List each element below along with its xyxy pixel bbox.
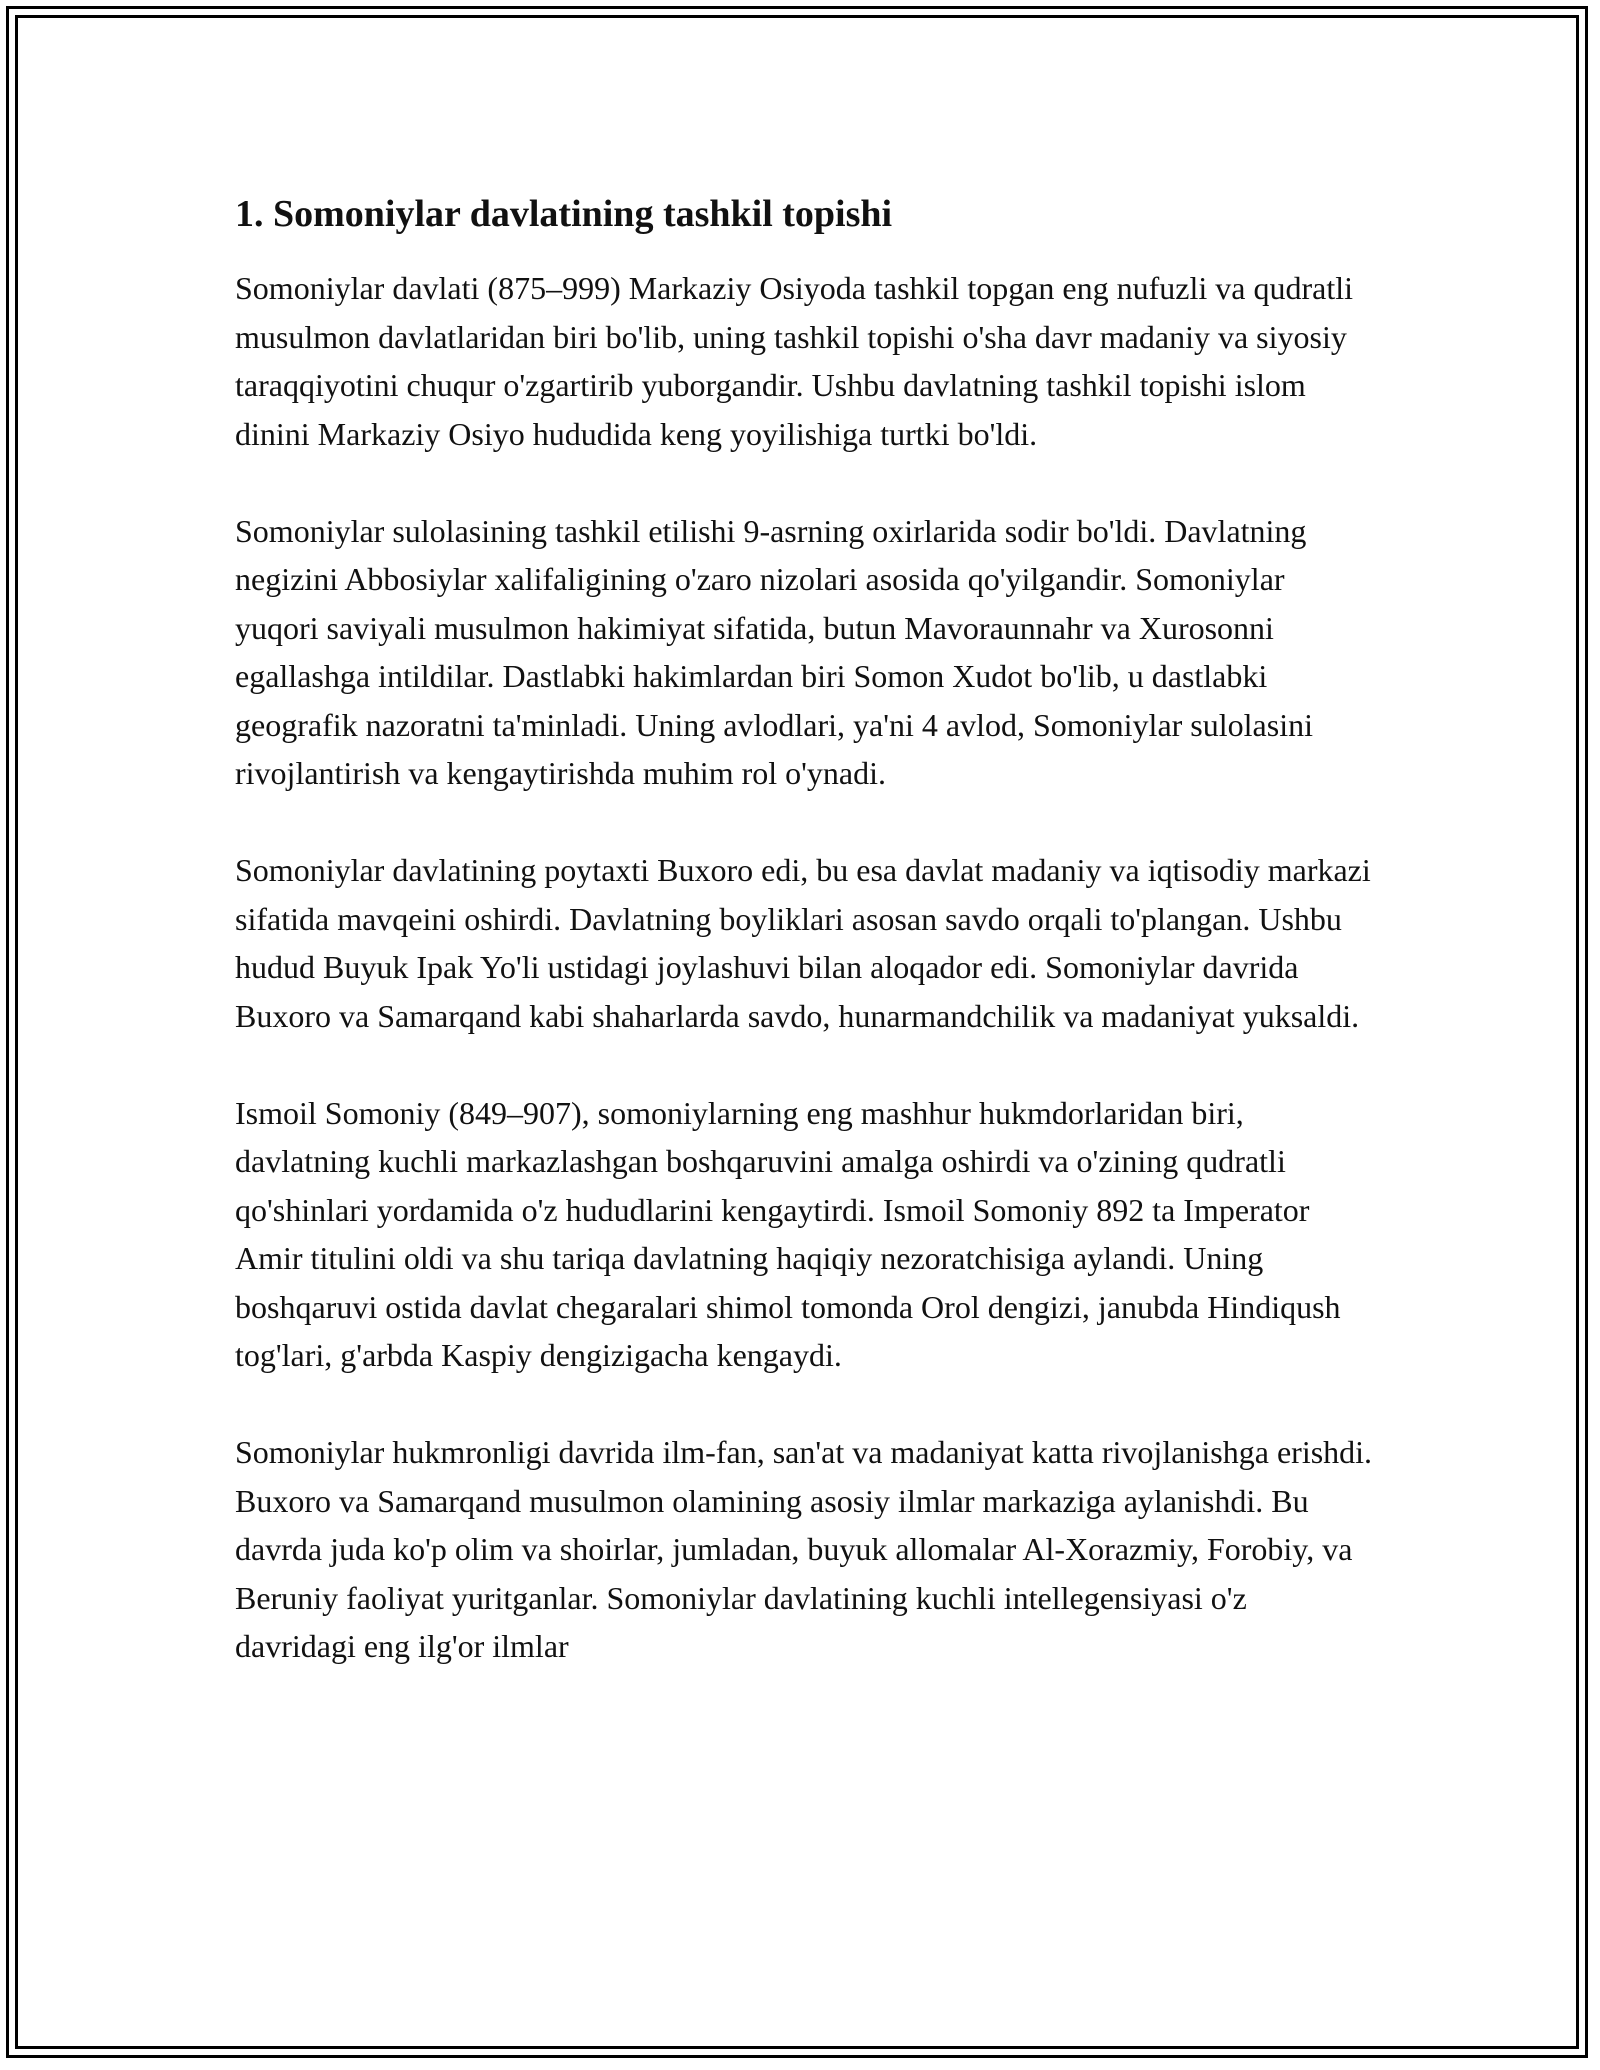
paragraph-2: Somoniylar sulolasining tashkil etilishi 9-asrning oxirlarida sodir bo'ldi. Davlatning negizini Abbosiylar xalifaligining o'zaro nizolari asosida qo'yilgandir. Somoniylar yuqori saviyali musulmon hakimiyat sifatida, butun Mavoraunnahr va Xurosonni egallashga intildilar. Dastlabki hakimlardan biri Somon Xudot bo'lib, u dastlabki geografik nazoratni ta'minladi. Uning avlodlari, ya'ni 4 avlod, Somoniylar sulolasini rivojlantirish va kengaytirishda muhim rol o'ynadi. [235, 512, 1313, 791]
section-heading: 1. Somoniylar davlatining tashkil topishi [235, 193, 893, 235]
paragraph-4: Ismoil Somoniy (849–907), somoniylarning eng mashhur hukmdorlaridan biri, davlatning kuchli markazlashgan boshqaruvini amalga oshirdi va o'zining qudratli qo'shinlari yordamida o'z hududlarini kengaytirdi. Ismoil Somoniy 892 ta Imperator Amir titulini oldi va shu tariqa davlatning haqiqiy nezoratchisiga aylandi. Uning boshqaruvi ostida davlat chegaralari shimol tomonda Orol dengizi, janubda Hindiqush tog'lari, g'arbda Kaspiy dengizigacha kengaydi. [235, 1094, 1341, 1373]
paragraph-3: Somoniylar davlatining poytaxti Buxoro edi, bu esa davlat madaniy va iqtisodiy markazi sifatida mavqeini oshirdi. Davlatning boyliklari asosan savdo orqali to'plangan. Ushbu hudud Buyuk Ipak Yo'li ustidagi joylashuvi bilan aloqador edi. Somoniylar davrida Buxoro va Samarqand kabi shaharlarda savdo, hunarmandchilik va madaniyat yuksaldi. [235, 852, 1371, 1034]
document-body [235, 186, 1375, 1719]
paragraph-1: Somoniylar davlati (875–999) Markaziy Osiyoda tashkil topgan eng nufuzli va qudratli musulmon davlatlaridan biri bo'lib, uning tashkil topishi o'sha davr madaniy va siyosiy taraqqiyotini chuqur o'zgartirib yuborgandir. Ushbu davlatning tashkil topishi islom dinini Markaziy Osiyo hududida keng yoyilishiga turtki bo'ldi. [235, 270, 1353, 452]
paragraph-5: Somoniylar hukmronligi davrida ilm-fan, san'at va madaniyat katta rivojlanishga erishdi. Buxoro va Samarqand musulmon olamining asosiy ilmlar markaziga aylanishdi. Bu davrda juda ko'p olim va shoirlar, jumladan, buyuk allomalar Al-Xorazmiy, Forobiy, va Beruniy faoliyat yuritganlar. Somoniylar davlatining kuchli intellegensiyasi o'z davridagi eng ilg'or ilmlar [235, 1434, 1373, 1664]
